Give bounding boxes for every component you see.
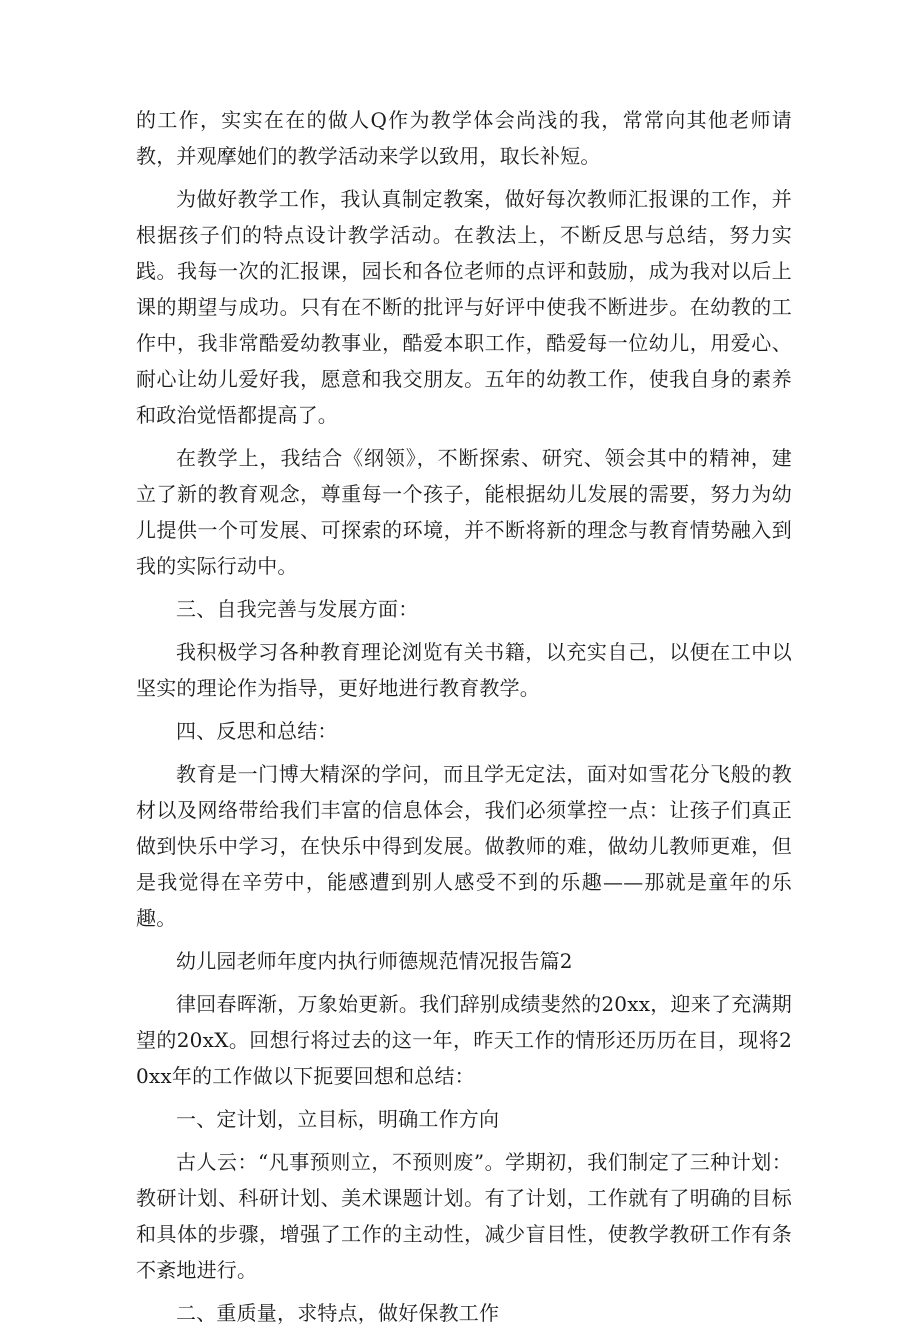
paragraph-9: 律回春晖渐，万象始更新。我们辞别成绩斐然的20xx，迎来了充满期望的20xⅩ。回想行将过去的这一年，昨天工作的情形还历历在目，现将20xx年的工作做以下扼要回想和总结： xyxy=(136,992,792,1088)
report-title-2: 幼儿园老师年度内执行师德规范情况报告篇2 xyxy=(176,949,573,973)
paragraph-2: 为做好教学工作，我认真制定教案，做好每次教师汇报课的工作，并根据孩子们的特点设计教学活动。在教法上，不断反思与总结，努力实践。我每一次的汇报课，园长和各位老师的点评和鼓励，成为我对以后上课的期望与成功。只有在不断的批评与好评中使我不断进步。在幼教的工作中，我非常酷爱幼教事业，酷爱本职工作，酷爱每一位幼儿，用爱心、耐心让幼儿爱好我，愿意和我交朋友。五年的幼教工作，使我自身的素养和政治觉悟都提高了。 xyxy=(136,187,792,427)
paragraph-11: 古人云：“凡事预则立，不预则废”。学期初，我们制定了三种计划：教研计划、科研计划、美术课题计划。有了计划，工作就有了明确的目标和具体的步骤，增强了工作的主动性，减少盲目性，使教学教研工作有条不紊地进行。 xyxy=(136,1150,792,1282)
section-heading-1: 一、定计划，立目标，明确工作方向 xyxy=(176,1107,500,1131)
paragraph-3: 在教学上，我结合《纲领》，不断探索、研究、领会其中的精神，建立了新的教育观念，尊重每一个孩子，能根据幼儿发展的需要，努力为幼儿提供一个可发展、可探索的环境，并不断将新的理念与教育情势融入到我的实际行动中。 xyxy=(136,446,792,578)
paragraph-7: 教育是一门博大精深的学问，而且学无定法，面对如雪花分飞般的教材以及网络带给我们丰富的信息体会，我们必须掌控一点：让孩子们真正做到快乐中学习，在快乐中得到发展。做教师的难，做幼儿教师更难，但是我觉得在辛劳中，能感遭到别人感受不到的乐趣——那就是童年的乐趣。 xyxy=(136,762,792,930)
section-heading-4: 四、反思和总结： xyxy=(176,719,338,743)
document-body xyxy=(136,102,792,1338)
section-heading-2: 二、重质量，求特点，做好保教工作 xyxy=(176,1301,500,1325)
paragraph-5: 我积极学习各种教育理论浏览有关书籍，以充实自己，以便在工中以坚实的理论作为指导，更好地进行教育教学。 xyxy=(136,640,792,700)
paragraph-1: 的工作，实实在在的做人Q作为教学体会尚浅的我，常常向其他老师请教，并观摩她们的教学活动来学以致用，取长补短。 xyxy=(136,108,792,168)
section-heading-3: 三、自我完善与发展方面： xyxy=(176,597,419,621)
